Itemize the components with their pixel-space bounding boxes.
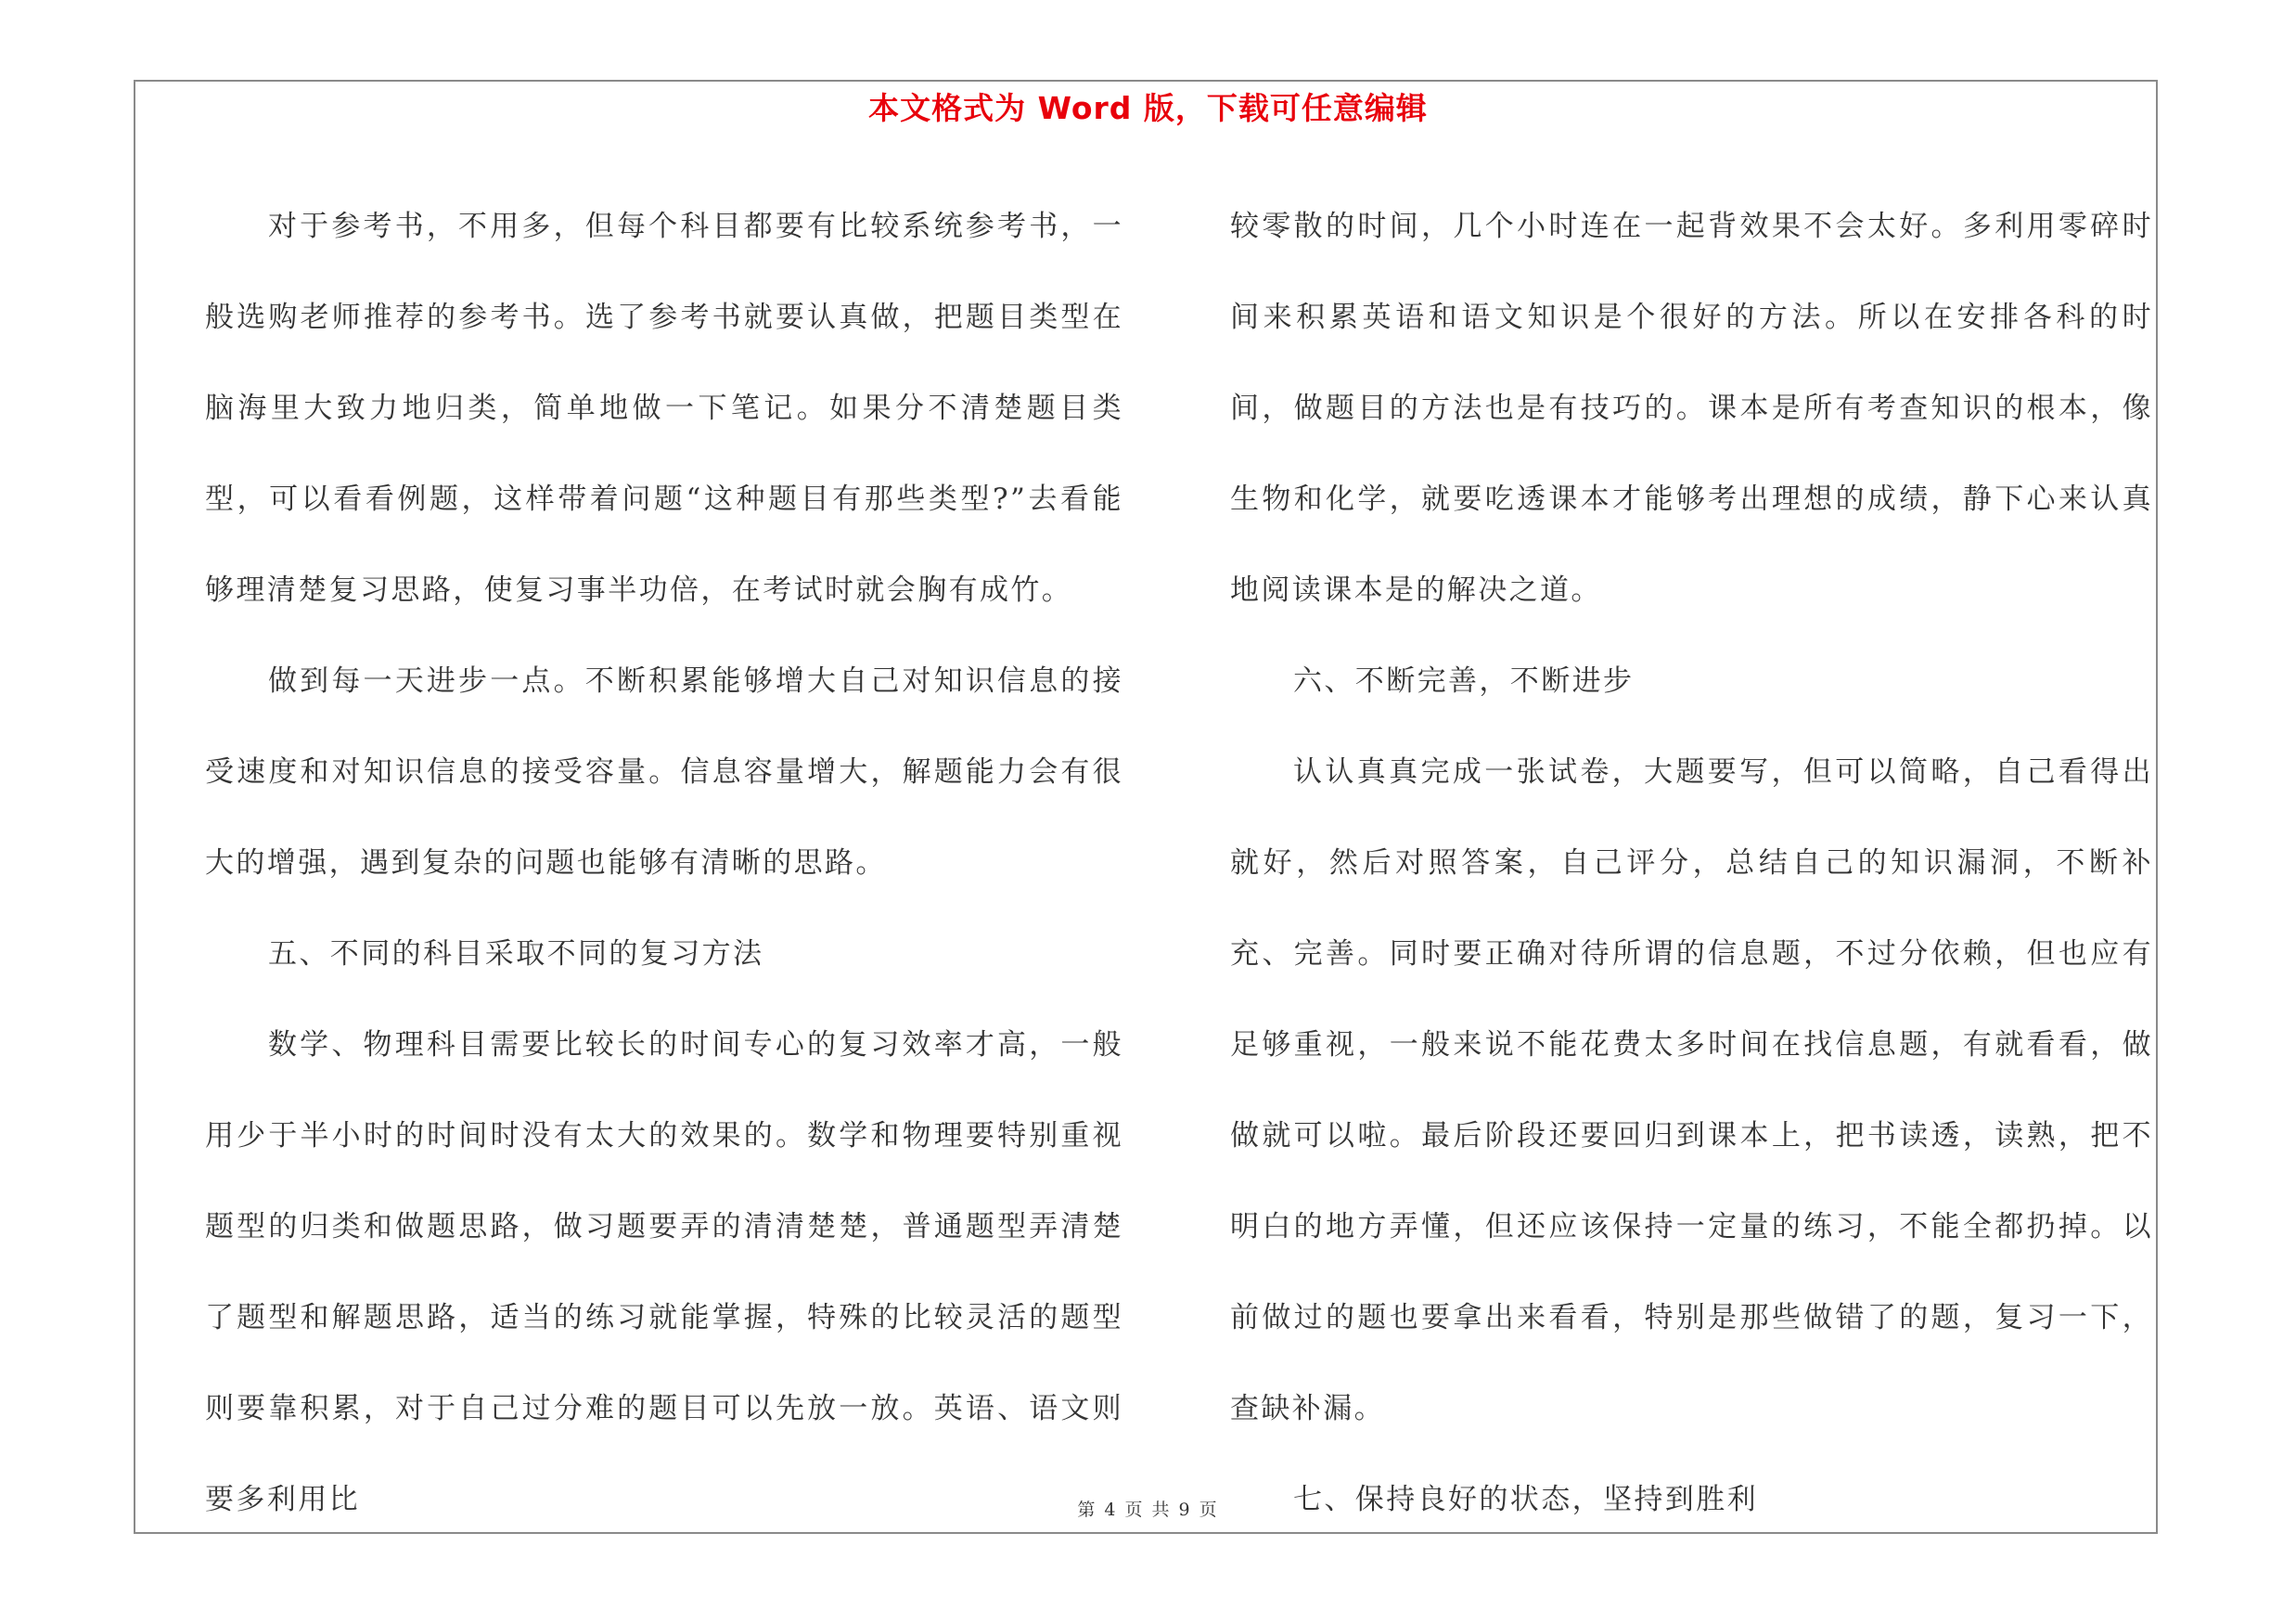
left-text-column bbox=[205, 181, 1123, 1545]
paragraph-reference-books: 对于参考书，不用多，但每个科目都要有比较系统参考书，一般选购老师推荐的参考书。选了参考书就要认真做，把题目类型在脑海里大致力地归类，简单地做一下笔记。如果分不清楚题目类型，可以看看例题，这样带着问题“这种题目有那些类型?”去看能够理清楚复习思路，使复习事半功倍，在考试时就会胸有成竹。 bbox=[205, 210, 1123, 607]
section-heading-6: 六、不断完善，不断进步 bbox=[1293, 664, 1635, 698]
paragraph-subject-methods: 数学、物理科目需要比较长的时间专心的复习效率才高，一般用少于半小时的时间时没有太大的效果的。数学和物理要特别重视题型的归类和做题思路，做习题要弄的清清楚楚，普通题型弄清楚了题型和解题思路，适当的练习就能掌握，特殊的比较灵活的题型则要靠积累，对于自己过分难的题目可以先放一放。英语、语文则要多利用比 bbox=[205, 1028, 1123, 1516]
page-number: 第 4 页 共 9 页 bbox=[1077, 1500, 1219, 1520]
paragraph-continued: 较零散的时间，几个小时连在一起背效果不会太好。多利用零碎时间来积累英语和语文知识是个很好的方法。所以在安排各科的时间，做题目的方法也是有技巧的。课本是所有考查知识的根本，像生物和化学，就要吃透课本才能够考出理想的成绩，静下心来认真地阅读课本是的解决之道。 bbox=[1230, 210, 2153, 607]
format-notice: 本文格式为 Word 版，下载可任意编辑 bbox=[868, 90, 1428, 126]
right-text-column bbox=[1230, 181, 2153, 1545]
paragraph-test-practice: 认认真真完成一张试卷，大题要写，但可以简略，自己看得出就好，然后对照答案，自己评分，总结自己的知识漏洞，不断补充、完善。同时要正确对待所谓的信息题，不过分依赖，但也应有足够重视，一般来说不能花费太多时间在找信息题，有就看看，做做就可以啦。最后阶段还要回归到课本上，把书读透，读熟，把不明白的地方弄懂，但还应该保持一定量的练习，不能全都扔掉。以前做过的题也要拿出来看看，特别是那些做错了的题，复习一下，查缺补漏。 bbox=[1230, 755, 2153, 1425]
section-heading-5: 五、不同的科目采取不同的复习方法 bbox=[268, 937, 764, 971]
paragraph-daily-progress: 做到每一天进步一点。不断积累能够增大自己对知识信息的接受速度和对知识信息的接受容量。信息容量增大，解题能力会有很大的增强，遇到复杂的问题也能够有清晰的思路。 bbox=[205, 664, 1123, 880]
section-heading-7: 七、保持良好的状态，坚持到胜利 bbox=[1293, 1483, 1758, 1516]
